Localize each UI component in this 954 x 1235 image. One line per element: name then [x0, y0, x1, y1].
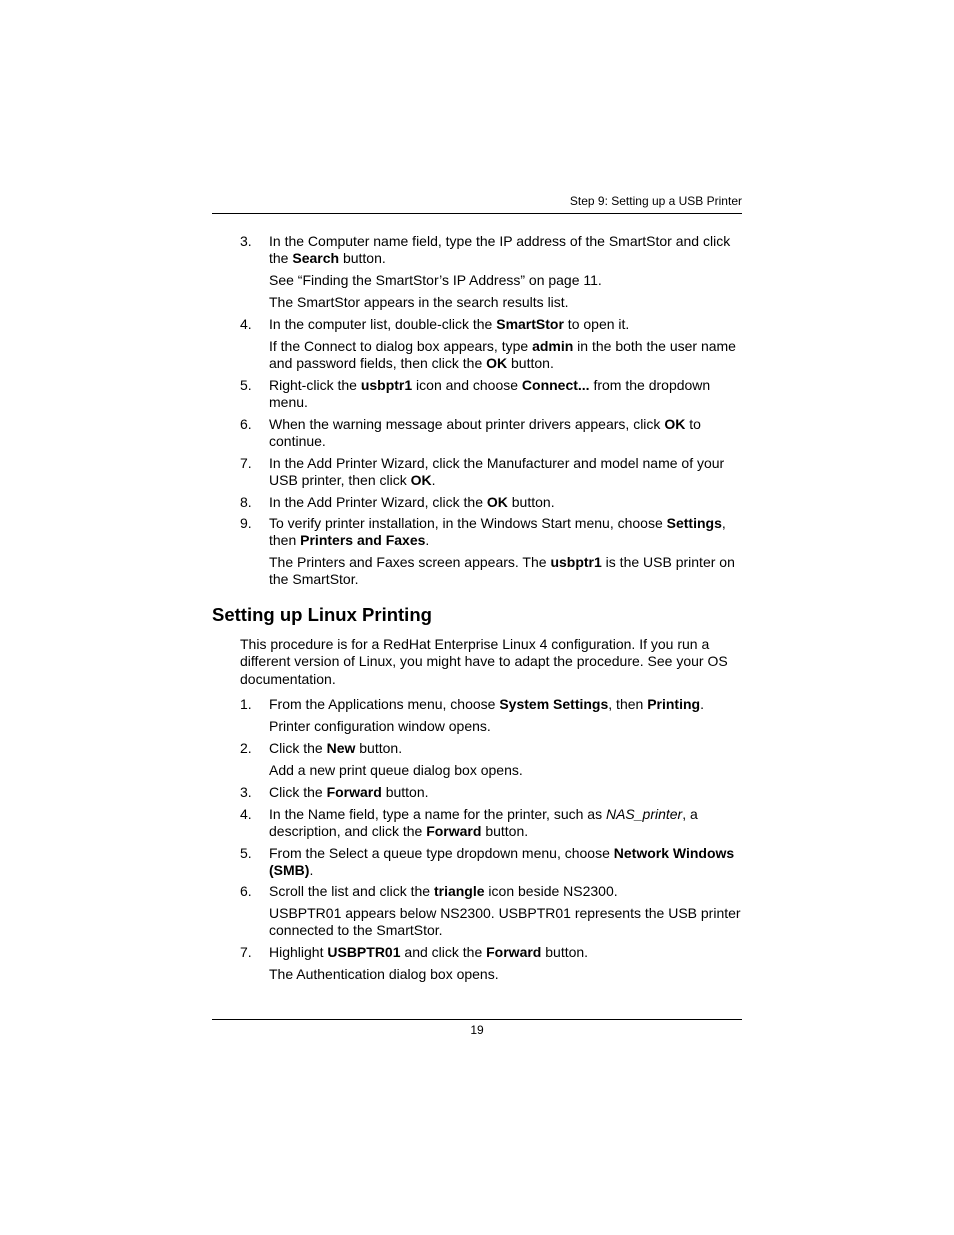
- step-text: In the Computer name field, type the IP address of the SmartStor and click the Search button.: [269, 233, 731, 267]
- step-number: 3.: [240, 233, 252, 249]
- step-text: In the computer list, double-click the SmartStor to open it.: [269, 316, 630, 332]
- page-number: 19: [470, 1023, 484, 1037]
- step-note: If the Connect to dialog box appears, type admin in the both the user name and password fields, then click the OK button.: [269, 338, 736, 372]
- step-number: 4.: [240, 806, 252, 822]
- step-number: 5.: [240, 845, 252, 861]
- step-number: 9.: [240, 515, 252, 531]
- step-number: 6.: [240, 416, 252, 432]
- page-body: [212, 0, 742, 1235]
- step-text: To verify printer installation, in the Windows Start menu, choose Settings, then Printers and Faxes.: [269, 515, 726, 549]
- step-number: 1.: [240, 696, 252, 712]
- step-note: The SmartStor appears in the search results list.: [269, 294, 569, 310]
- step-number: 6.: [240, 883, 252, 899]
- step-text: In the Name field, type a name for the printer, such as NAS_printer, a description, and click the Forward button.: [269, 806, 698, 840]
- step-text: Highlight USBPTR01 and click the Forward button.: [269, 944, 589, 960]
- footer-rule: [212, 1019, 742, 1020]
- step-text: Right-click the usbptr1 icon and choose Connect... from the dropdown menu.: [269, 377, 711, 411]
- running-header: Step 9: Setting up a USB Printer: [569, 194, 742, 208]
- step-text: In the Add Printer Wizard, click the Manufacturer and model name of your USB printer, then click OK.: [269, 455, 725, 489]
- step-text: Click the Forward button.: [269, 784, 429, 800]
- step-text: When the warning message about printer drivers appears, click OK to continue.: [269, 416, 701, 450]
- step-text: Click the New button.: [269, 740, 403, 756]
- step-note: The Authentication dialog box opens.: [269, 966, 499, 982]
- step-text: In the Add Printer Wizard, click the OK button.: [269, 494, 555, 510]
- step-number: 7.: [240, 455, 252, 471]
- step-note: Printer configuration window opens.: [269, 718, 491, 734]
- step-note: The Printers and Faxes screen appears. The usbptr1 is the USB printer on the SmartStor.: [269, 554, 735, 588]
- step-note: See “Finding the SmartStor’s IP Address” on page 11.: [269, 272, 602, 288]
- step-number: 2.: [240, 740, 252, 756]
- step-text: From the Select a queue type dropdown menu, choose Network Windows (SMB).: [269, 845, 735, 879]
- step-text: From the Applications menu, choose System Settings, then Printing.: [269, 696, 704, 712]
- step-number: 8.: [240, 494, 252, 510]
- step-text: Scroll the list and click the triangle icon beside NS2300.: [269, 883, 618, 899]
- step-number: 5.: [240, 377, 252, 393]
- step-note: Add a new print queue dialog box opens.: [269, 762, 523, 778]
- section-intro: This procedure is for a RedHat Enterprise Linux 4 configuration. If you run a different version of Linux, you might have to adapt the procedure. See your OS documentation.: [240, 636, 728, 687]
- step-number: 7.: [240, 944, 252, 960]
- step-note: USBPTR01 appears below NS2300. USBPTR01 represents the USB printer connected to the SmartStor.: [269, 905, 741, 939]
- step-number: 3.: [240, 784, 252, 800]
- step-number: 4.: [240, 316, 252, 332]
- section-heading: Setting up Linux Printing: [212, 604, 432, 625]
